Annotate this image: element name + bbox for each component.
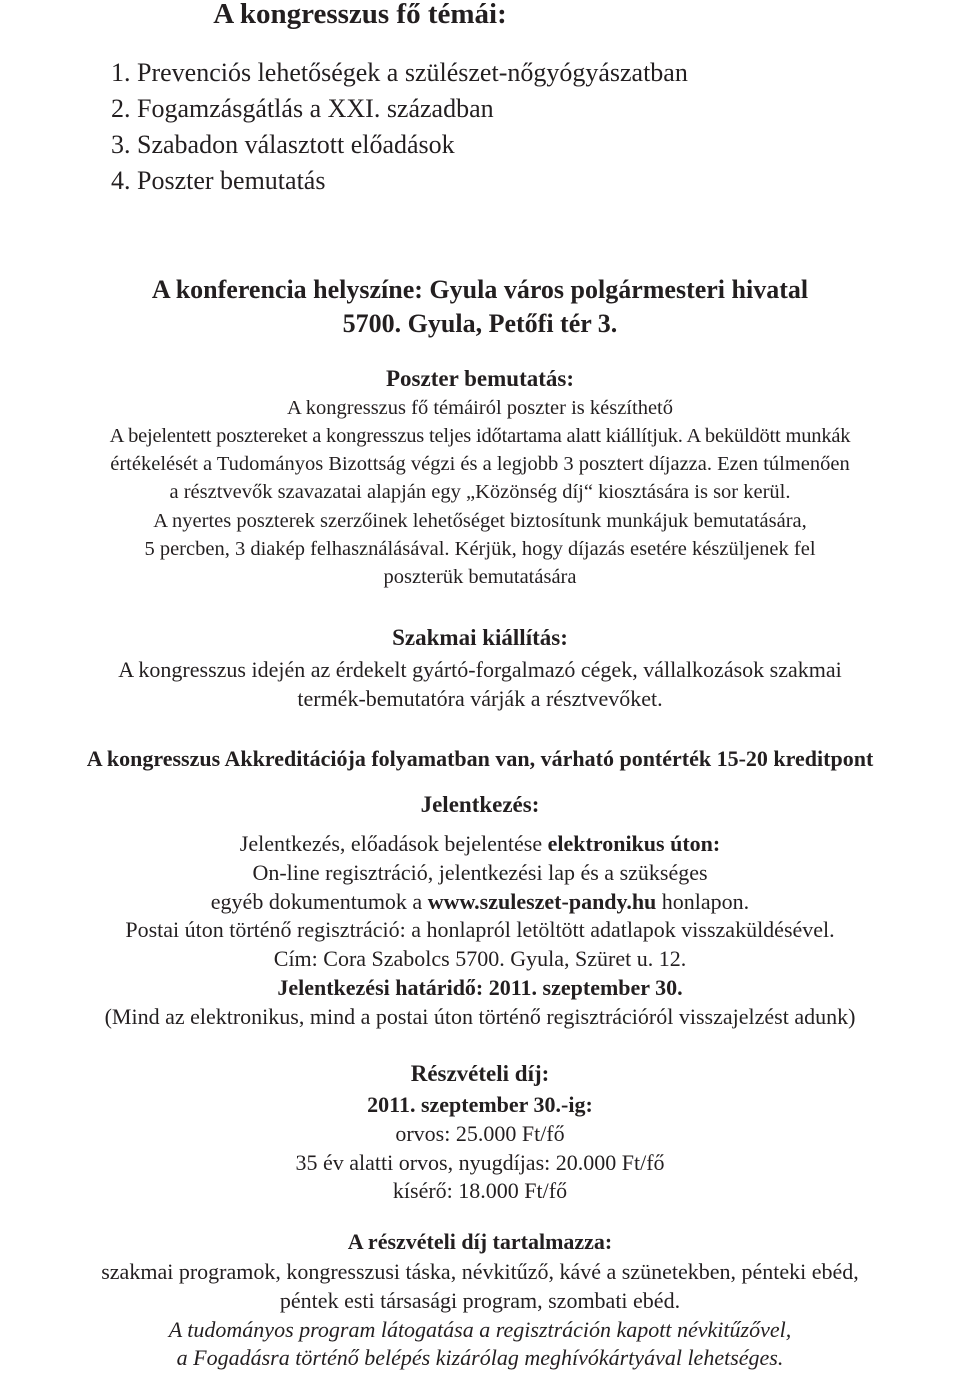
poster-line-1: A kongresszus fő témáiról poszter is készíthető [287, 397, 673, 419]
registration-address: Cím: Cora Szabolcs 5700. Gyula, Szüret u. 12. [273, 946, 687, 971]
topic-item-3: 3. Szabadon választott előadások [111, 130, 455, 159]
registration-line-3-pre: egyéb dokumentumok a [210, 889, 428, 914]
registration-line-1 [0, 833, 960, 855]
poster-line-6: 5 percben, 3 diakép felhasználásával. Kérjük, hogy díjazás esetére készüljenek fel [144, 538, 816, 560]
registration-line-3-post: honlapon. [656, 889, 750, 914]
fee-item-2: 35 év alatti orvos, nyugdíjas: 20.000 Ft/fő [295, 1150, 665, 1175]
poster-line-5: A nyertes poszterek szerzőinek lehetőséget biztosítunk munkájuk bemutatására, [153, 510, 807, 532]
fee-item-3: kísérő: 18.000 Ft/fő [392, 1178, 568, 1203]
includes-italic-line-1: A tudományos program látogatása a regisztráción kapott névkitűzővel, [168, 1317, 792, 1342]
topics-title: A kongresszus fő témái: [213, 0, 507, 30]
registration-line-2: On-line regisztráció, jelentkezési lap és a szükséges [252, 860, 708, 885]
registration-line-3 [0, 891, 960, 913]
poster-line-7: poszterük bemutatására [383, 566, 577, 588]
registration-deadline: Jelentkezési határidő: 2011. szeptember 30. [277, 975, 683, 1000]
registration-note: (Mind az elektronikus, mind a postai úton történő regisztrációról visszajelzést adunk) [104, 1004, 856, 1029]
poster-line-3: értékelését a Tudományos Bizottság végzi és a legjobb 3 posztert díjazza. Ezen túlmenően [110, 453, 850, 475]
accreditation-note: A kongresszus Akkreditációja folyamatban van, várható pontérték 15-20 kreditpont [86, 746, 874, 771]
exhibition-heading: Szakmai kiállítás: [392, 625, 568, 650]
poster-heading: Poszter bemutatás: [386, 366, 574, 391]
venue-line-1: A konferencia helyszíne: Gyula város polgármesteri hivatal [151, 275, 809, 304]
fee-date: 2011. szeptember 30.-ig: [367, 1092, 593, 1117]
poster-line-2: A bejelentett posztereket a kongresszus teljes időtartama alatt kiállítjuk. A beküldött munkák [109, 425, 851, 447]
registration-heading: Jelentkezés: [420, 792, 540, 817]
website-link[interactable]: www.szuleszet-pandy.hu [427, 889, 657, 914]
topic-item-1: 1. Prevenciós lehetőségek a szülészet-nőgyógyászatban [111, 58, 688, 87]
registration-line-4: Postai úton történő regisztráció: a honlapról letöltött adatlapok visszaküldésével. [125, 917, 835, 942]
registration-line-1-text: Jelentkezés, előadások bejelentése [239, 831, 548, 856]
fee-heading: Részvételi díj: [410, 1061, 550, 1086]
exhibition-line-1: A kongresszus idején az érdekelt gyártó-forgalmazó cégek, vállalkozások szakmai [118, 657, 842, 682]
includes-italic-line-2: a Fogadásra történő belépés kizárólag meghívókártyával lehetséges. [176, 1345, 784, 1370]
includes-line-1: szakmai programok, kongresszusi táska, névkitűző, kávé a szünetekben, pénteki ebéd, [101, 1259, 859, 1284]
exhibition-line-2: termék-bemutatóra várják a résztvevőket. [297, 686, 663, 711]
venue-line-2: 5700. Gyula, Petőfi tér 3. [342, 309, 618, 338]
topic-item-4: 4. Poszter bemutatás [111, 166, 326, 195]
poster-line-4: a résztvevők szavazatai alapján egy „Közönség díj“ kiosztására is sor kerül. [169, 481, 791, 503]
includes-line-2: péntek esti társasági program, szombati ebéd. [279, 1288, 681, 1313]
registration-method: elektronikus úton: [547, 831, 721, 856]
includes-heading: A részvételi díj tartalmazza: [347, 1229, 613, 1254]
fee-item-1: orvos: 25.000 Ft/fő [395, 1121, 565, 1146]
topic-item-2: 2. Fogamzásgátlás a XXI. században [111, 94, 494, 123]
